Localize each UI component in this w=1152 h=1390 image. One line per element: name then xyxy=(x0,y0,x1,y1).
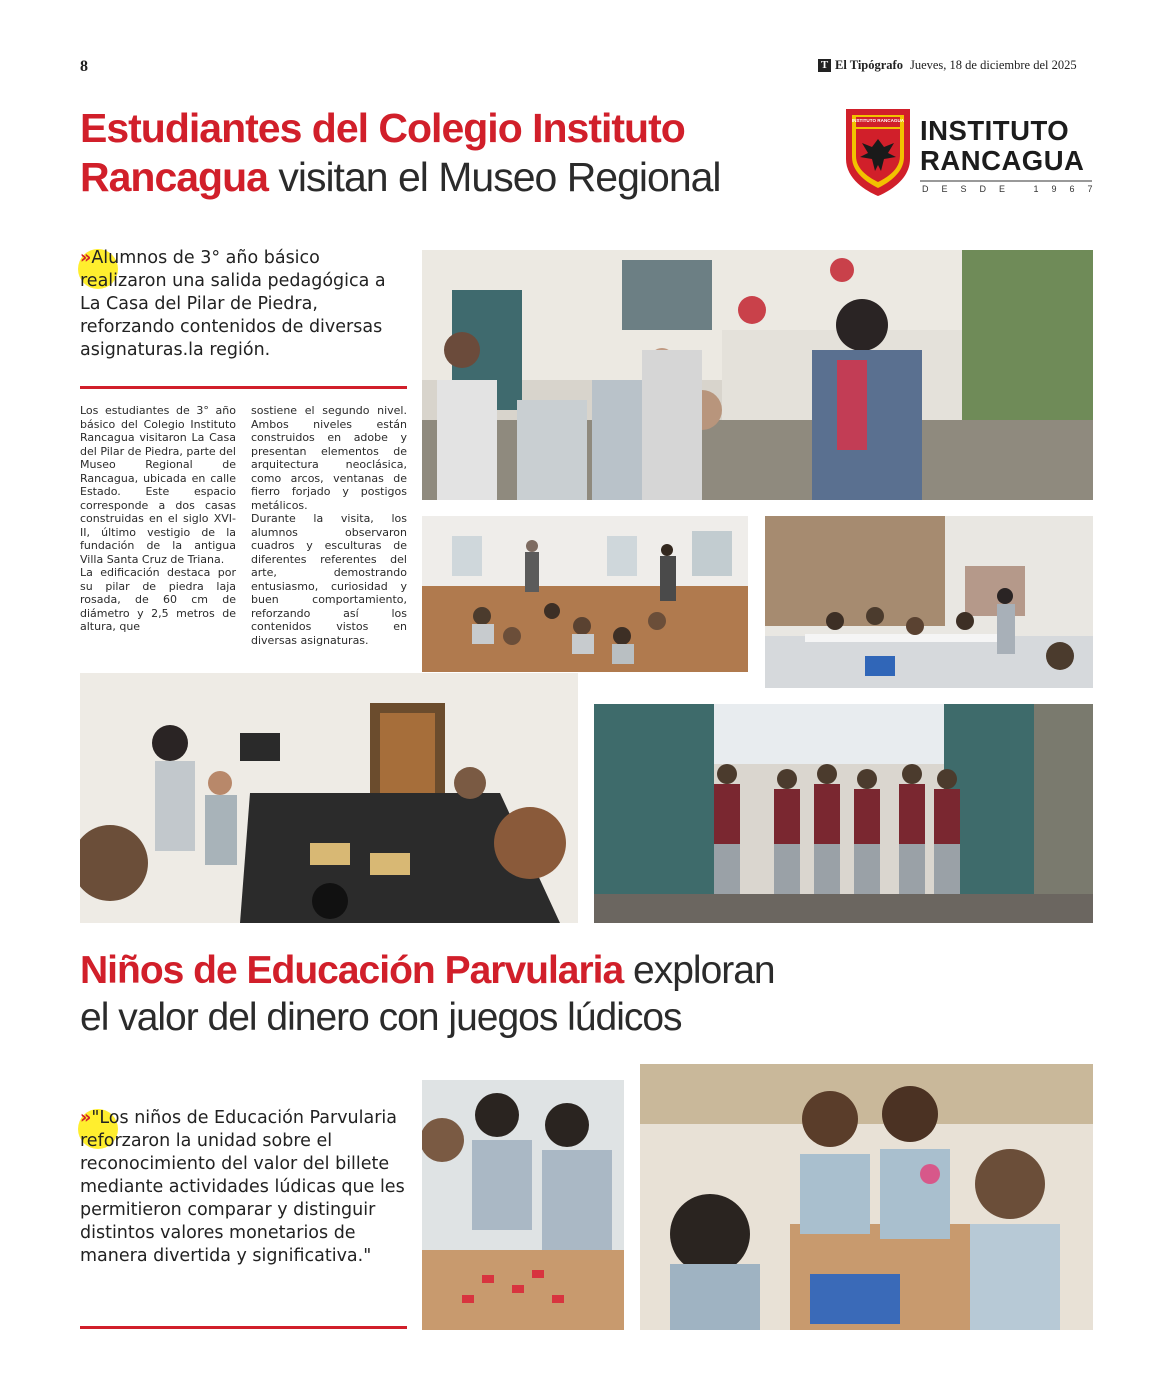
article1-headline-dark: visitan el Museo Regional xyxy=(267,154,721,201)
article1-col1-para1: Los estudiantes de 3° año básico del Colegio Instituto Rancagua visitaron La Casa del Pilar de Piedra, parte del Museo Regional de Rancagua, ubicada en calle Estado. Este espacio corresponde a dos casas construidas en el siglo XVI-II, último vestigio de la fundación de la antigua Villa Santa Cruz de Triana. xyxy=(80,404,236,566)
article1-column-1 xyxy=(80,404,236,634)
photo-boys-counting-money xyxy=(422,1080,624,1330)
masthead xyxy=(818,58,1077,73)
article2-headline-red: Niños de Educación Parvularia xyxy=(80,949,624,992)
publication-name: El Tipógrafo xyxy=(835,58,903,72)
newspaper-logo-icon: T xyxy=(818,59,831,72)
article2-lead-text: "Los niños de Educación Parvularia reforzaron la unidad sobre el reconocimiento del valor del billete mediante actividades lúdicas que les permitieron comparar y distinguir distintos valores monetarios de manera divertida y significativa." xyxy=(80,1108,405,1266)
article2-lead-rule xyxy=(80,1326,407,1329)
page-number: 8 xyxy=(80,58,88,75)
issue-date: Jueves, 18 de diciembre del 2025 xyxy=(909,58,1077,72)
article1-lead-text: Alumnos de 3° año básico realizaron una salida pedagógica a La Casa del Pilar de Piedra, reforzando contenidos de diversas asignaturas.la región. xyxy=(80,248,386,360)
article1-headline-red: Estudiantes del Colegio Instituto Rancagua xyxy=(80,105,685,201)
photo-girls-playing-game xyxy=(640,1064,1093,1330)
lead-marker: » xyxy=(80,248,92,268)
article2-headline-dark-1: exploran xyxy=(623,949,775,992)
photo-courtyard-guide xyxy=(422,250,1093,500)
article1-col2-para2: Durante la visita, los alumnos observaron cuadros y esculturas de diferentes referentes del arte, demostrando entusiasmo, curiosidad y buen comportamiento, reforzando así los contenidos vistos en diversas asignaturas. xyxy=(251,512,407,647)
article2-headline-dark-2: el valor del dinero con juegos lúdicos xyxy=(80,995,682,1039)
shield-text: INSTITUTO RANCAGUA xyxy=(851,118,905,123)
logo-wordmark-line2: RANCAGUA xyxy=(920,145,1085,176)
article1-headline xyxy=(80,104,800,202)
logo-since: DESDE 1967 xyxy=(922,184,1106,194)
article2-headline xyxy=(80,948,840,1042)
photo-classroom-table xyxy=(765,516,1093,688)
article1-col2-para1: sostiene el segundo nivel. Ambos niveles están construidos en adobe y presentan elementos de arquitectura neoclásica, como arcos, ventanas de fierro forjado y postigos metálicos. xyxy=(251,404,407,512)
article1-col1-para2: La edificación destaca por su pilar de piedra laja rosada, de 60 cm de diámetro y 2,5 metros de altura, que xyxy=(80,566,236,633)
logo-wordmark xyxy=(920,116,1084,176)
photo-museum-display-case xyxy=(80,673,578,923)
photo-students-sitting-floor xyxy=(422,516,748,672)
logo-wordmark-line1: INSTITUTO xyxy=(920,115,1070,146)
article1-column-2 xyxy=(251,404,407,647)
lead-marker: » xyxy=(80,1108,92,1128)
photo-group-portrait-doors xyxy=(594,704,1093,923)
article1-lead-rule xyxy=(80,386,407,389)
article1-lead xyxy=(80,247,410,362)
article2-lead xyxy=(80,1107,410,1268)
